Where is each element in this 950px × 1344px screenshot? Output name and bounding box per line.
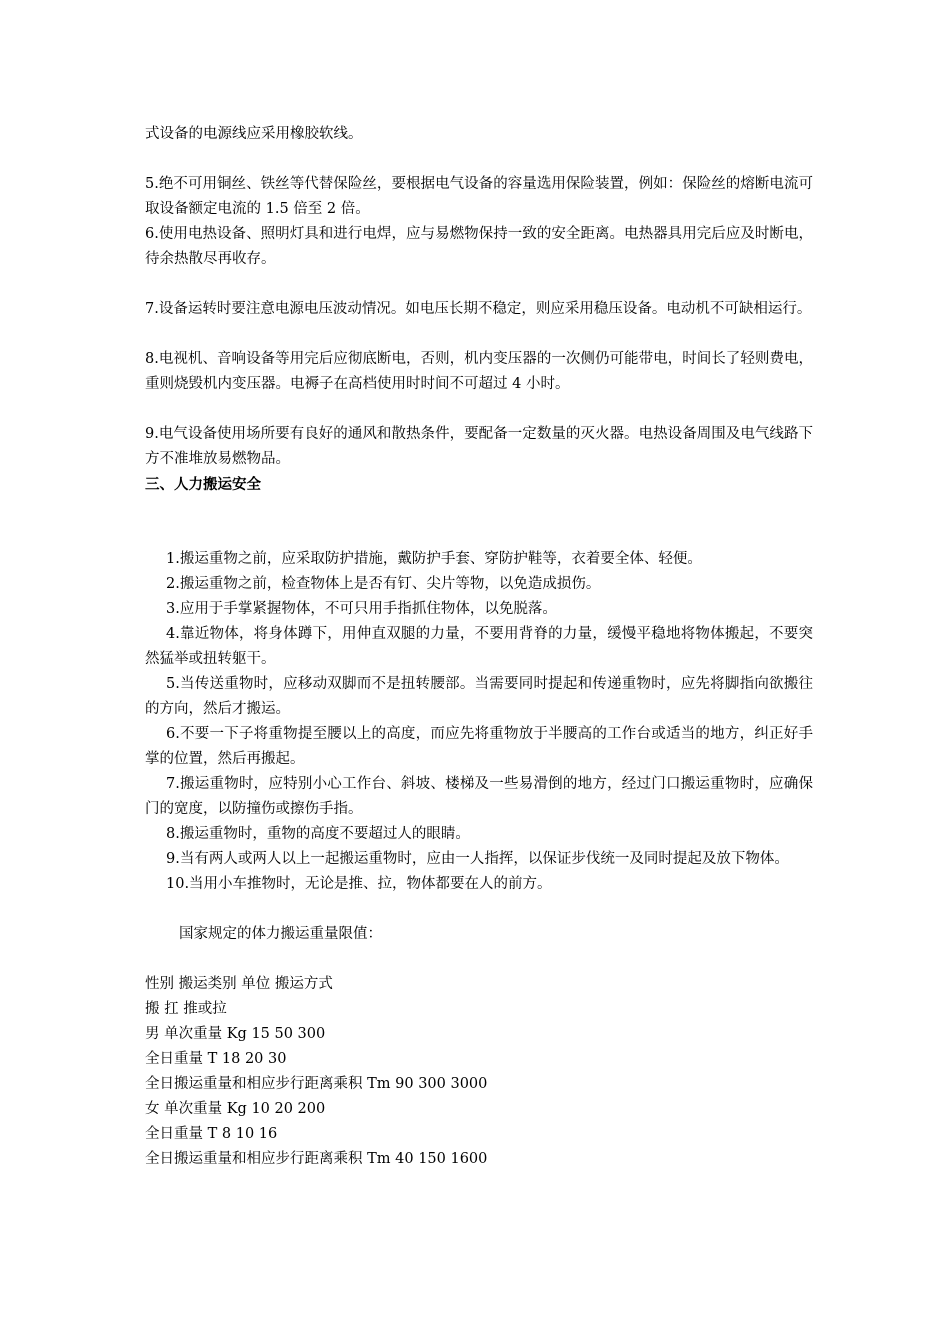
section-heading: 三、人力搬运安全 [145, 476, 261, 493]
limits-line: 男 单次重量 Kg 15 50 300 [145, 1026, 326, 1042]
paragraph-6: 6.使用电热设备、照明灯具和进行电焊，应与易燃物保持一致的安全距离。电热器具用完后应及时断电，待余热散尽再收存。 [145, 226, 813, 267]
limits-line: 女 单次重量 Kg 10 20 200 [145, 1101, 326, 1117]
spacer [145, 322, 813, 347]
limits-line: 性别 搬运类别 单位 搬运方式 [145, 976, 333, 992]
list-item: 7.搬运重物时，应特别小心工作台、斜坡、楼梯及一些易滑倒的地方，经过门口搬运重物时，应确保门的宽度，以防撞伤或擦伤手指。 [145, 776, 813, 817]
list-item: 2.搬运重物之前，检查物体上是否有钉、尖片等物，以免造成损伤。 [166, 576, 601, 592]
paragraph-7: 7.设备运转时要注意电源电压波动情况。如电压长期不稳定，则应采用稳压设备。电动机不可缺相运行。 [145, 301, 812, 317]
list-item: 4.靠近物体，将身体蹲下，用伸直双腿的力量，不要用背脊的力量，缓慢平稳地将物体搬起，不要突然猛举或扭转躯干。 [145, 626, 813, 667]
limits-line: 全日重量 T 18 20 30 [145, 1051, 287, 1067]
list-item: 8.搬运重物时，重物的高度不要超过人的眼睛。 [166, 826, 470, 842]
limits-intro: 国家规定的体力搬运重量限值： [179, 926, 382, 942]
spacer [145, 272, 813, 297]
paragraph-4-tail: 式设备的电源线应采用橡胶软线。 [145, 126, 363, 142]
spacer [145, 522, 813, 547]
paragraph-9: 9.电气设备使用场所要有良好的通风和散热条件，要配备一定数量的灭火器。电热设备周围及电气线路下方不准堆放易燃物品。 [145, 426, 813, 467]
paragraph-5: 5.绝不可用铜丝、铁丝等代替保险丝，要根据电气设备的容量选用保险装置，例如：保险丝的熔断电流可取设备额定电流的 1.5 倍至 2 倍。 [145, 176, 813, 217]
document-body [145, 122, 813, 1172]
spacer [145, 947, 813, 972]
list-item: 6.不要一下子将重物提至腰以上的高度，而应先将重物放于半腰高的工作台或适当的地方，纠正好手掌的位置，然后再搬起。 [145, 726, 813, 767]
list-item: 5.当传送重物时，应移动双脚而不是扭转腰部。当需要同时提起和传递重物时，应先将脚指向欲搬往的方向，然后才搬运。 [145, 676, 813, 717]
spacer [145, 147, 813, 172]
spacer [145, 897, 813, 922]
paragraph-8: 8.电视机、音响设备等用完后应彻底断电，否则，机内变压器的一次侧仍可能带电，时间长了轻则费电，重则烧毁机内变压器。电褥子在高档使用时时间不可超过 4 小时。 [145, 351, 813, 392]
spacer [145, 397, 813, 422]
spacer [145, 497, 813, 522]
list-item: 9.当有两人或两人以上一起搬运重物时，应由一人指挥，以保证步伐统一及同时提起及放下物体。 [166, 851, 789, 867]
limits-line: 全日搬运重量和相应步行距离乘积 Tm 40 150 1600 [145, 1151, 488, 1167]
limits-line: 搬 扛 推或拉 [145, 1001, 227, 1017]
limits-line: 全日搬运重量和相应步行距离乘积 Tm 90 300 3000 [145, 1076, 488, 1092]
list-item: 3.应用于手掌紧握物体，不可只用手指抓住物体，以免脱落。 [166, 601, 557, 617]
limits-line: 全日重量 T 8 10 16 [145, 1126, 278, 1142]
list-item: 10.当用小车推物时，无论是推、拉，物体都要在人的前方。 [166, 876, 552, 892]
list-item: 1.搬运重物之前，应采取防护措施，戴防护手套、穿防护鞋等，衣着要全体、轻便。 [166, 551, 702, 567]
